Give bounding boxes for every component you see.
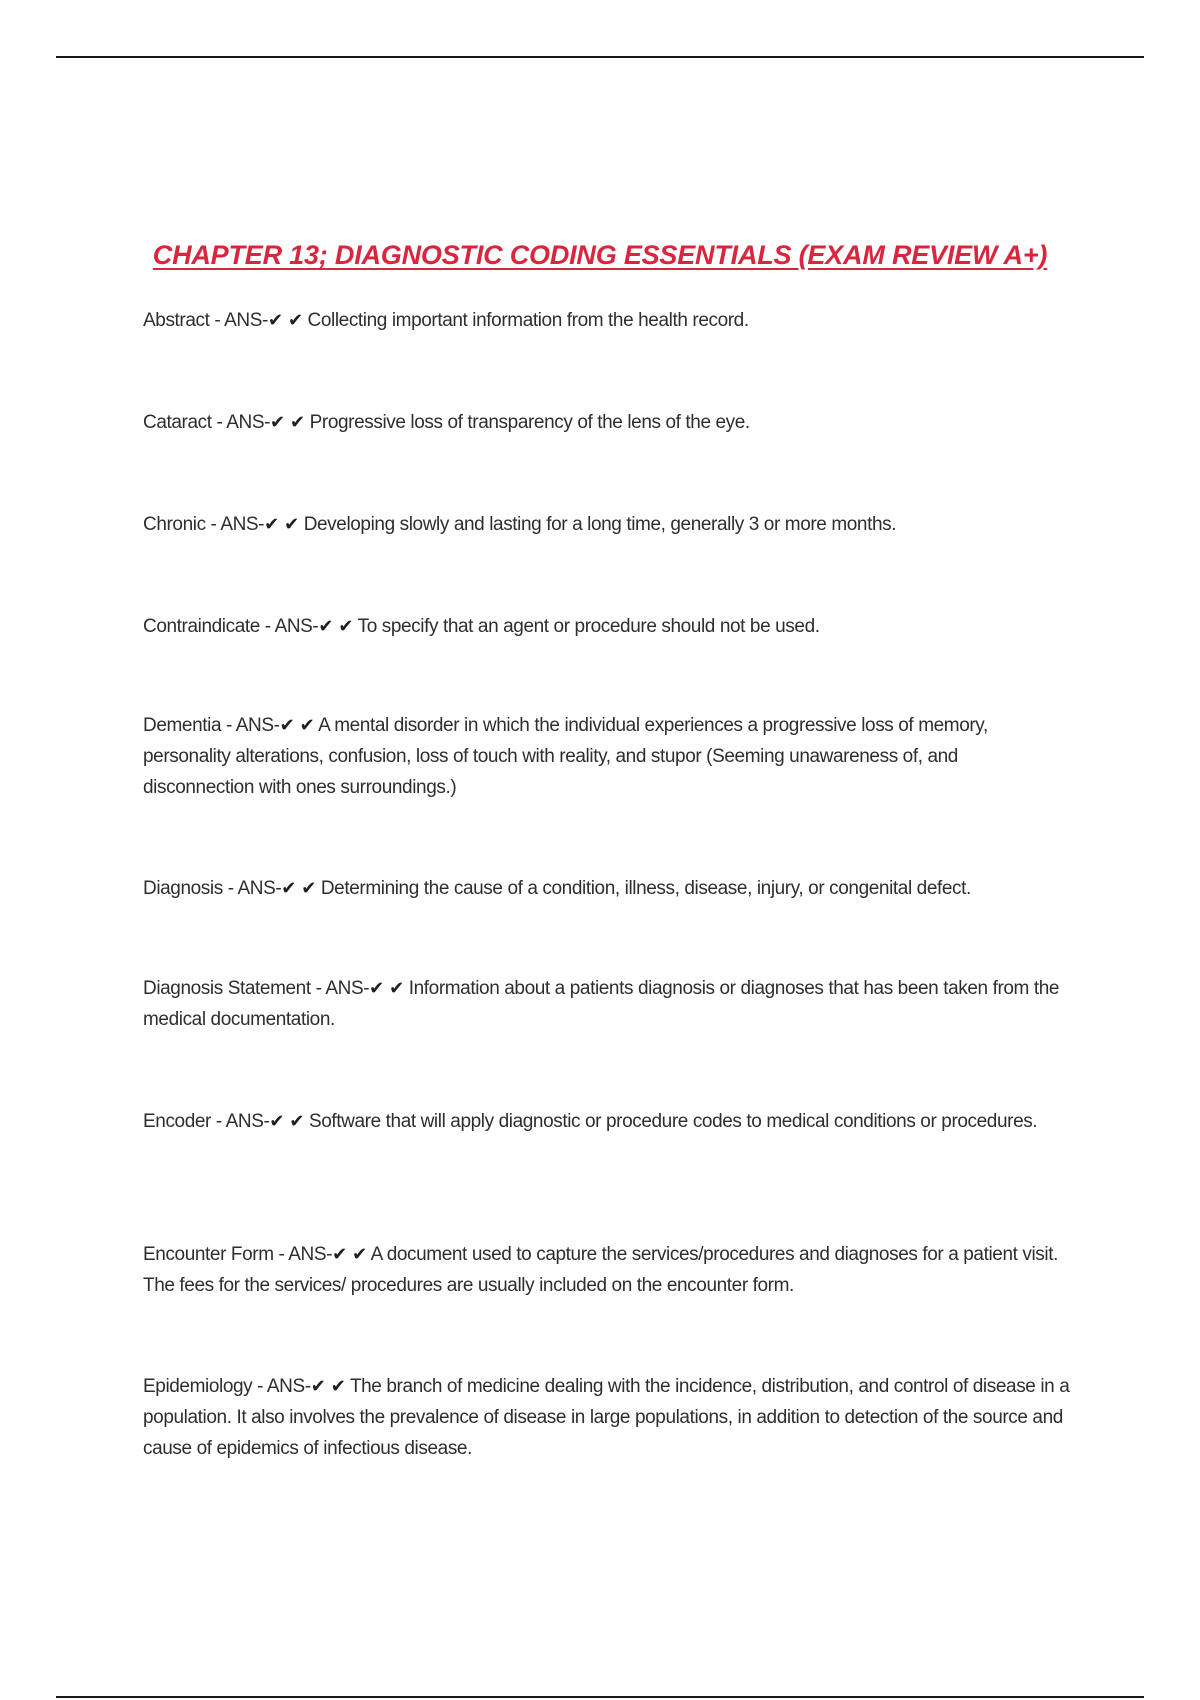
entry-term: Diagnosis Statement — [143, 978, 311, 999]
entry-definition: The branch of medicine dealing with the incidence, distribution, and control of disease in a population. It also involves the prevalence of disease in large populations, in addition to detection of the source and cause of epidemics of infectious disease. — [143, 1376, 1070, 1459]
entry-definition: To specify that an agent or procedure should not be used. — [357, 616, 820, 637]
entry-term: Contraindicate — [143, 616, 260, 637]
entry-term: Abstract — [143, 310, 210, 331]
entry-abstract: Abstract - ANS-✔ ✔ Collecting important information from the health record. — [143, 310, 749, 331]
top-rule — [56, 56, 1144, 58]
entry-definition: Progressive loss of transparency of the lens of the eye. — [309, 412, 750, 433]
entry-diagnosis-statement: Diagnosis Statement - ANS-✔ ✔ Information about a patients diagnosis or diagnoses that has been taken from the medical documentation. — [143, 978, 1060, 1030]
entry-term: Diagnosis — [143, 878, 223, 899]
answer-marker: ANS- — [225, 1111, 270, 1132]
check-icon: ✔ ✔ — [267, 310, 303, 331]
answer-marker: ANS- — [224, 310, 268, 331]
entry-definition: Information about a patients diagnosis or diagnoses that has been taken from the medical documentation. — [143, 978, 1060, 1030]
check-icon: ✔ ✔ — [369, 978, 404, 999]
check-icon: ✔ ✔ — [270, 412, 305, 433]
answer-marker: ANS- — [237, 878, 282, 899]
entry-diagnosis: Diagnosis - ANS-✔ ✔ Determining the cause of a condition, illness, disease, injury, or congenital defect. — [143, 878, 971, 899]
entry-term: Encounter Form — [143, 1244, 274, 1265]
entry-term: Encoder — [143, 1111, 211, 1132]
entry-definition: Software that will apply diagnostic or procedure codes to medical conditions or procedures. — [308, 1111, 1038, 1132]
entry-definition: Collecting important information from the health record. — [307, 310, 749, 331]
entry-definition: Developing slowly and lasting for a long time, generally 3 or more months. — [303, 514, 897, 535]
entry-definition: A mental disorder in which the individual experiences a progressive loss of memory, personality alterations, confusion, loss of touch with reality, and stupor (Seeming unawareness of, and disconnection with ones surroundings.) — [143, 715, 988, 798]
check-icon: ✔ ✔ — [281, 878, 316, 899]
entry-contraindicate: Contraindicate - ANS-✔ ✔ To specify that an agent or procedure should not be used. — [143, 616, 820, 637]
entry-definition: A document used to capture the services/procedures and diagnoses for a patient visit. The fees for the services/ procedures are usually included on the encounter form. — [143, 1244, 1058, 1296]
bottom-rule — [56, 1696, 1144, 1698]
answer-marker: ANS- — [325, 978, 370, 999]
answer-marker: ANS- — [266, 1376, 311, 1397]
entry-term: Cataract — [143, 412, 212, 433]
check-icon: ✔ ✔ — [264, 514, 299, 535]
answer-marker: ANS- — [235, 715, 280, 736]
entry-definition: Determining the cause of a condition, illness, disease, injury, or congenital defect. — [320, 878, 971, 899]
check-icon: ✔ ✔ — [332, 1244, 367, 1265]
answer-marker: ANS- — [220, 514, 265, 535]
document-title: CHAPTER 13; DIAGNOSTIC CODING ESSENTIALS (EXAM REVIEW A+) — [152, 240, 1048, 270]
check-icon: ✔ ✔ — [310, 1376, 346, 1397]
entry-chronic: Chronic - ANS-✔ ✔ Developing slowly and lasting for a long time, generally 3 or more months. — [143, 514, 897, 535]
answer-marker: ANS- — [274, 616, 319, 637]
check-icon: ✔ ✔ — [269, 1111, 305, 1132]
entry-encounter-form: Encounter Form - ANS-✔ ✔ A document used to capture the services/procedures and diagnoses for a patient visit. The fees for the services/ procedures are usually included on the encounter form. — [143, 1244, 1058, 1296]
answer-marker: ANS- — [226, 412, 271, 433]
entry-term: Dementia — [143, 715, 222, 736]
entry-encoder: Encoder - ANS-✔ ✔ Software that will apply diagnostic or procedure codes to medical conditions or procedures. — [143, 1111, 1038, 1132]
entry-epidemiology: Epidemiology - ANS-✔ ✔ The branch of medicine dealing with the incidence, distribution, and control of disease in a population. It also involves the prevalence of disease in large populations, in addition to detection of the source and cause of epidemics of infectious disease. — [143, 1376, 1070, 1459]
entry-dementia: Dementia - ANS-✔ ✔ A mental disorder in which the individual experiences a progressive loss of memory, personality alterations, confusion, loss of touch with reality, and stupor (Seeming unawareness of, and disconnection with ones surroundings.) — [143, 715, 988, 798]
check-icon: ✔ ✔ — [279, 715, 315, 736]
entry-term: Chronic — [143, 514, 206, 535]
entry-cataract: Cataract - ANS-✔ ✔ Progressive loss of transparency of the lens of the eye. — [143, 412, 750, 433]
entry-term: Epidemiology — [143, 1376, 253, 1397]
answer-marker: ANS- — [288, 1244, 333, 1265]
check-icon: ✔ ✔ — [318, 616, 354, 637]
